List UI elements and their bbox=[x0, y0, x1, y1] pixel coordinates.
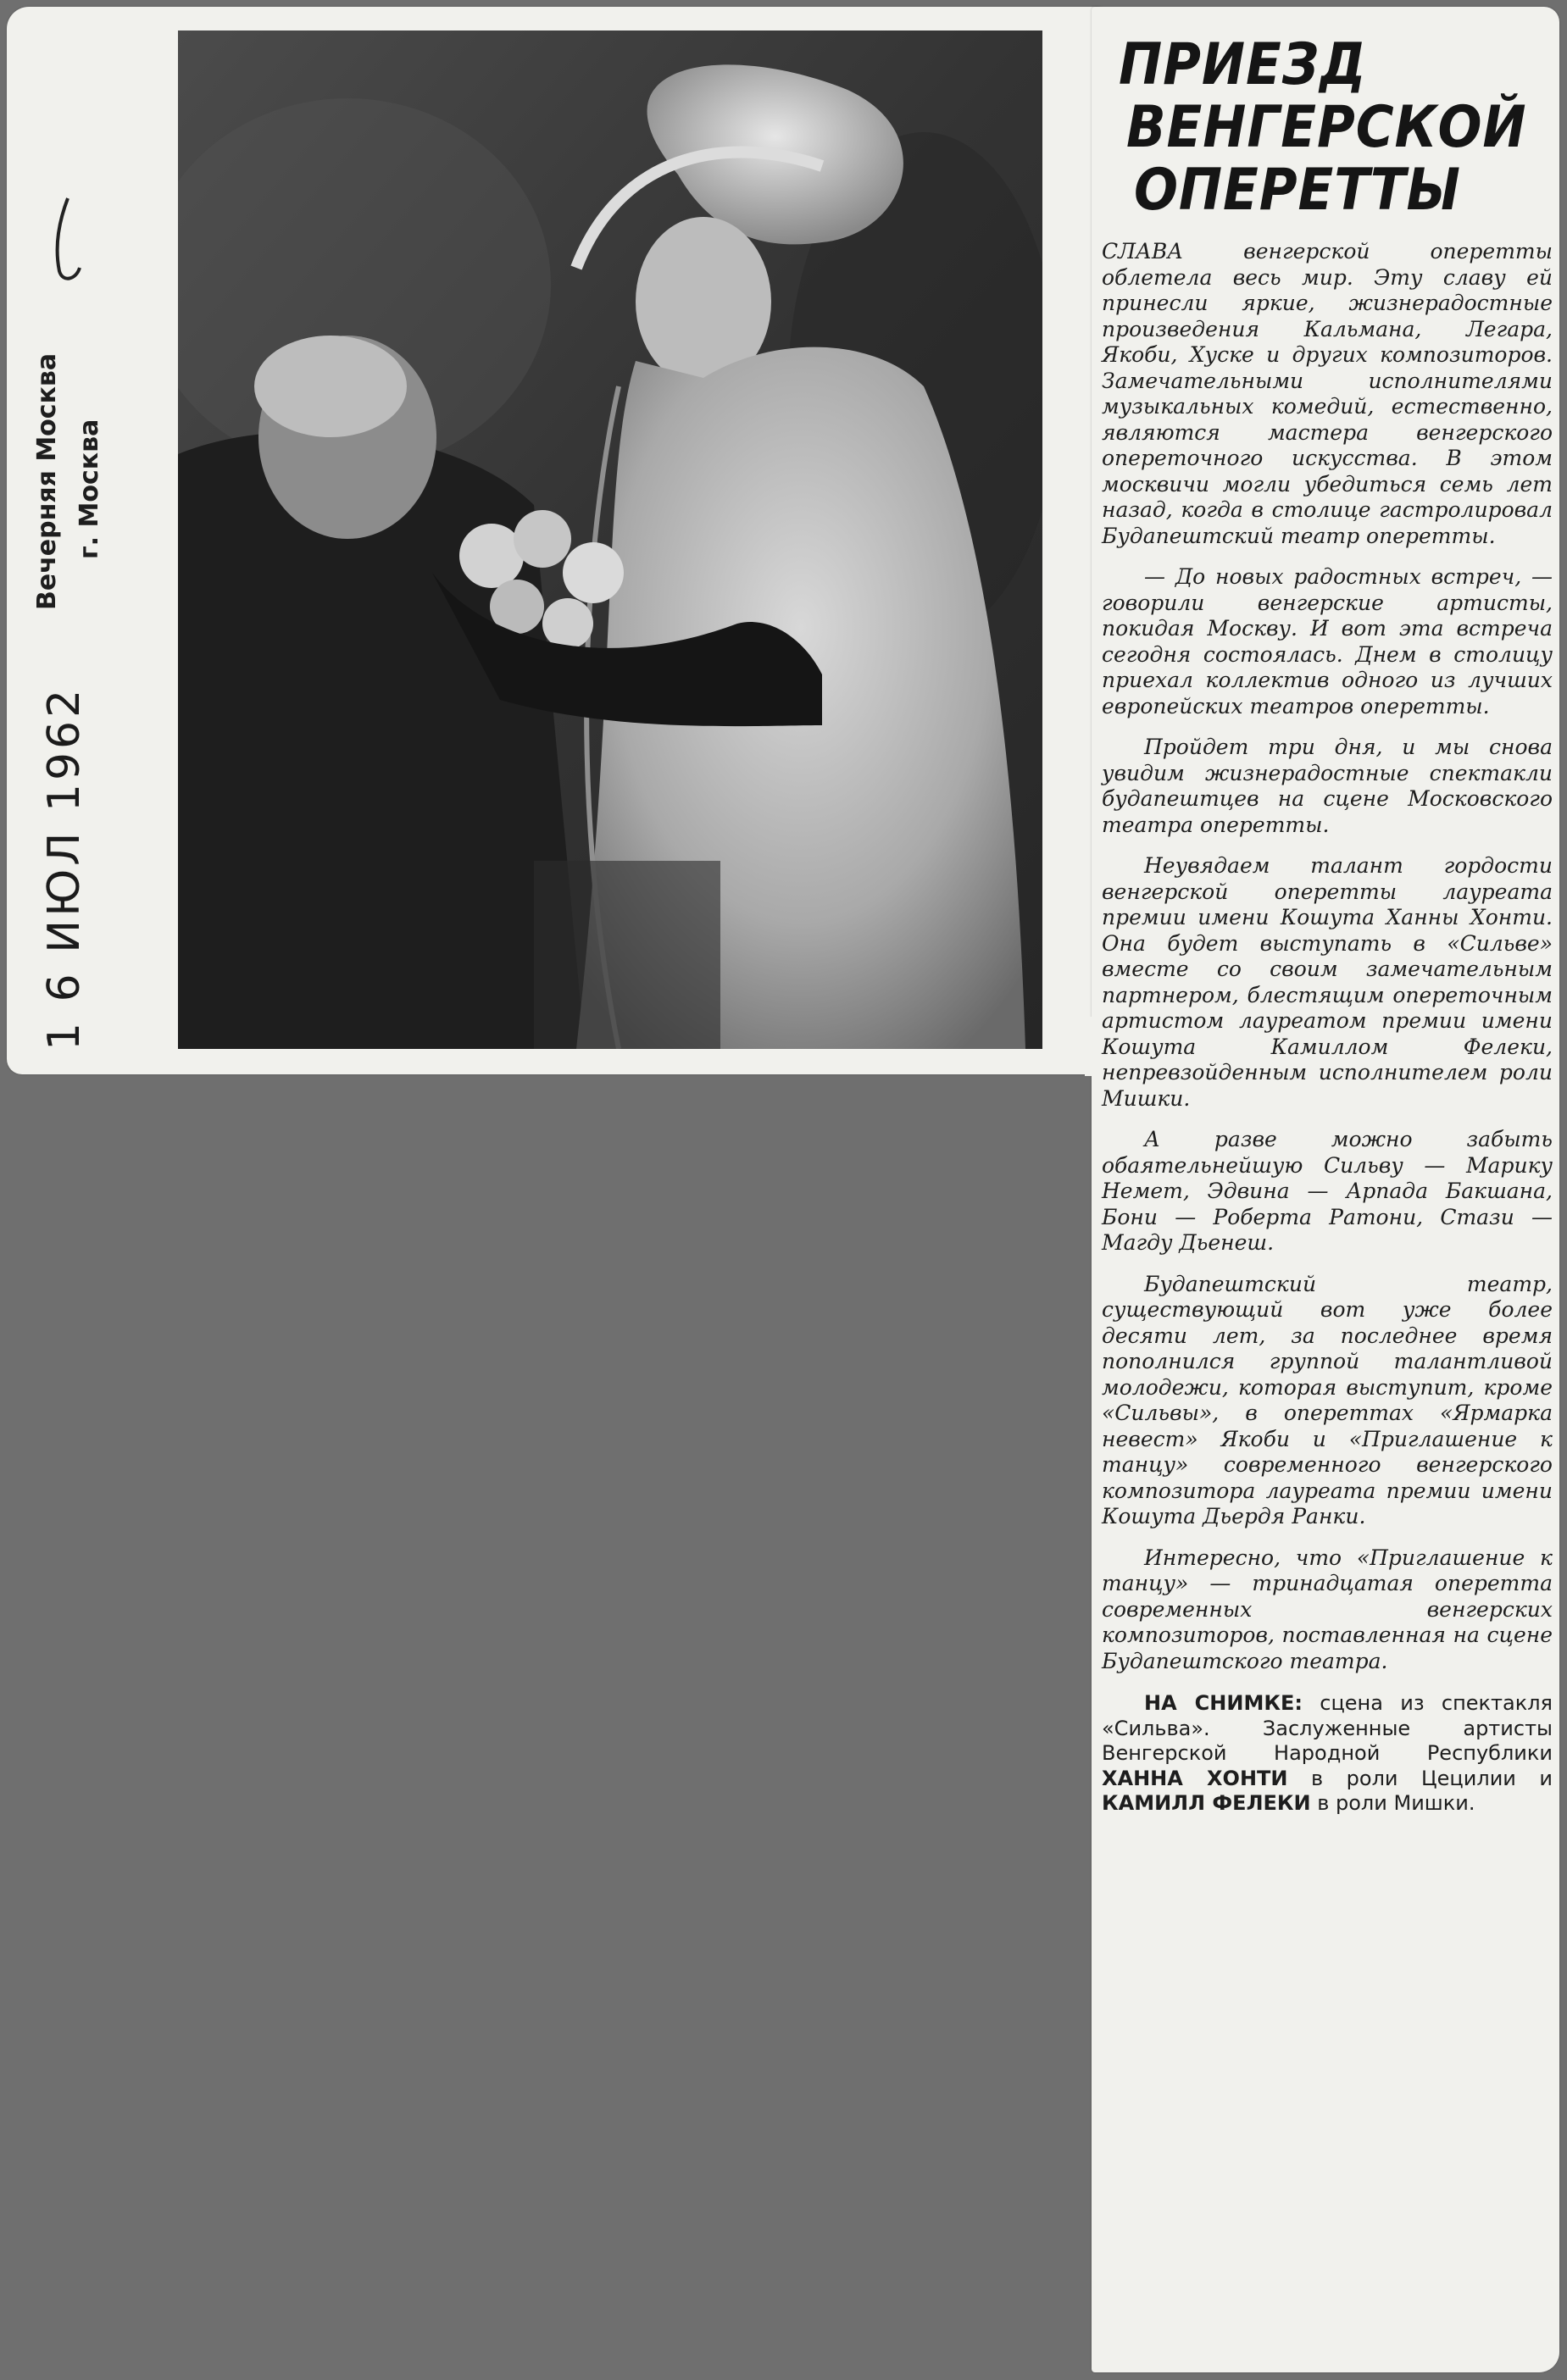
caption-text: сцена из спектакля «Сильва». Заслуженные артисты Венгерской Народной Республики bbox=[1102, 1691, 1553, 1765]
headline-line: ПРИЕЗД bbox=[1119, 31, 1367, 98]
article-paragraph: — До новых радостных встреч, — говорили венгерские артисты, покидая Москву. И вот эта встреча сегодня состоялась. Днем в столицу приехал коллектив одного из лучших европейских театров оперетты. bbox=[1102, 564, 1553, 718]
article-body bbox=[1102, 239, 1553, 1674]
article-paragraph: Интересно, что «Приглашение к танцу» — тринадцатая оперетта современных венгерских композиторов, поставленная на сцене Будапештского театра. bbox=[1102, 1545, 1553, 1673]
source-city: г. Москва bbox=[75, 419, 104, 559]
article-paragraph: СЛАВА венгерской оперетты облетела весь мир. Эту славу ей принесли яркие, жизнерадостные произведения Кальмана, Легара, Якоби, Хуске и других композиторов. Замечательными исполнителями музыкальных комедий, естественно, являются мастера венгерского опереточного искусства. В этом москвичи могли убедиться семь лет назад, когда в столице гастролировал Будапештский театр оперетты. bbox=[1102, 239, 1553, 548]
headline-line: ОПЕРЕТТЫ bbox=[1134, 157, 1461, 224]
date-stamp bbox=[22, 644, 124, 1051]
caption-text: в роли Цецилии и bbox=[1287, 1766, 1553, 1790]
source-label bbox=[25, 280, 119, 635]
headline bbox=[1119, 31, 1527, 224]
caption-name: КАМИЛЛ ФЕЛЕКИ bbox=[1102, 1791, 1311, 1815]
article bbox=[1102, 31, 1553, 1817]
handwritten-mark bbox=[42, 195, 85, 288]
source-newspaper: Вечерняя Москва bbox=[32, 352, 62, 610]
photo-caption bbox=[1102, 1691, 1553, 1817]
article-paragraph: Будапештский театр, существующий вот уже более десяти лет, за последнее время пополнился группой талантливой молодежи, которая выступит, кроме «Сильвы», в опереттах «Ярмарка невест» Якоби и «Приглашение к танцу» современного венгерского композитора лауреата премии имени Кошута Дьердя Ранки. bbox=[1102, 1271, 1553, 1528]
headline-line: ВЕНГЕРСКОЙ bbox=[1126, 94, 1527, 161]
article-paragraph: Неувядаем талант гордости венгерской оперетты лауреата премии имени Кошута Ханны Хонти. Она будет выступать в «Сильве» вместе со своим замечательным партнером, блестящим опереточным артистом лауреатом премии имени Кошута Камиллом Фелеки, непревзойденным исполнителем роли Мишки. bbox=[1102, 853, 1553, 1111]
stamp-date: 1 6 ИЮЛ 1962 bbox=[39, 685, 90, 1051]
caption-lead: НА СНИМКЕ: bbox=[1144, 1691, 1303, 1715]
article-paragraph: Пройдет три дня, и мы снова увидим жизнерадостные спектакли будапештцев на сцене Московского театра оперетты. bbox=[1102, 735, 1553, 837]
scene-photo bbox=[178, 31, 1042, 1049]
article-paragraph: А разве можно забыть обаятельнейшую Сильву — Марику Немет, Эдвина — Арпада Бакшана, Бони — Роберта Ратони, Стази — Магду Дьенеш. bbox=[1102, 1127, 1553, 1255]
caption-text: в роли Мишки. bbox=[1310, 1791, 1475, 1815]
caption-name: ХАННА ХОНТИ bbox=[1102, 1766, 1288, 1790]
